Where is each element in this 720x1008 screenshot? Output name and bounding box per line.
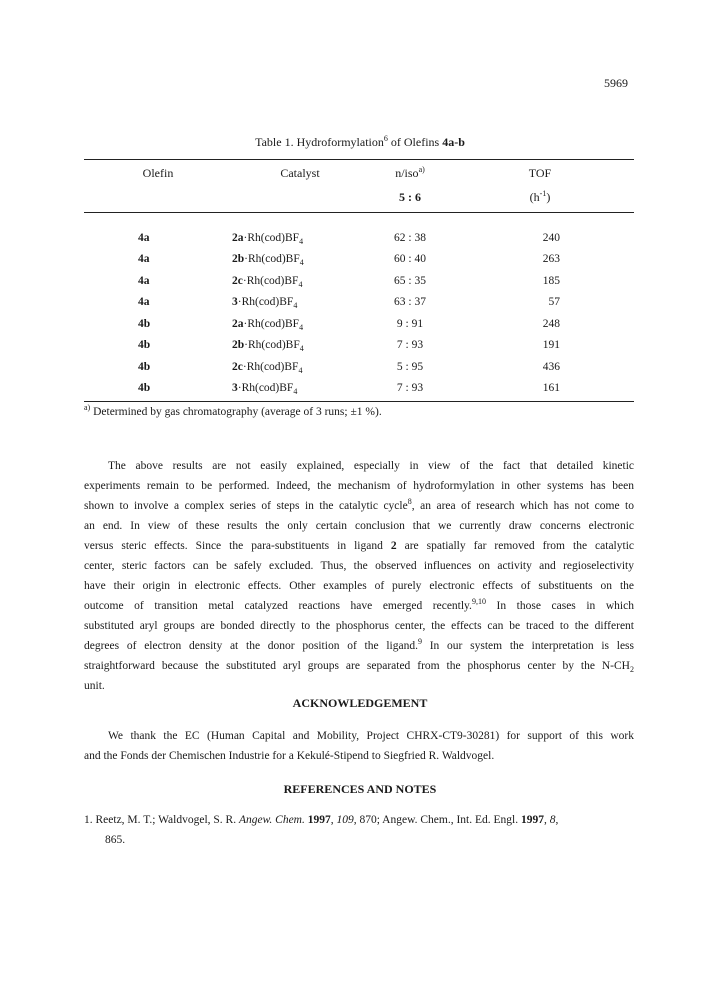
cell-tof: 248 [542, 318, 560, 330]
paragraph-line: an end. In view of these results the only certain conclusion that we currently draw concerns electronic [84, 520, 634, 532]
acknowledgement-paragraph [84, 726, 634, 766]
citation: 9 [417, 637, 422, 646]
cell-ratio: 62 : 38 [394, 232, 426, 244]
page-number: 5969 [604, 76, 628, 90]
text-run: straightforward because the substituted aryl groups are separated from the phosphorus center by the N-CH [84, 660, 630, 672]
cat-ligand: 2c [232, 275, 243, 287]
cell-catalyst [232, 382, 372, 394]
text-run: In our system the interpretation is less [421, 640, 635, 652]
cat-sub: 4 [293, 301, 298, 310]
cell-tof: 240 [542, 232, 560, 244]
cat-complex: ·Rh(cod)BF [237, 382, 294, 394]
reference-rest: , 870; Angew. Chem., Int. Ed. Engl. [353, 814, 522, 826]
cell-tof: 185 [542, 275, 560, 287]
text-run: outcome of transition metal catalyzed reactions have emerged recently. [84, 600, 472, 612]
cell-olefin: 4a [138, 296, 150, 308]
footnote-marker: a) [84, 403, 91, 412]
cat-sub: 4 [298, 366, 303, 375]
cat-ligand: 2b [232, 253, 245, 265]
cell-ratio: 9 : 91 [396, 318, 424, 330]
paragraph-line: center, steric factors can be safely excluded. Thus, the observed influences on activity and regioselectivity [84, 560, 634, 572]
reference-item [84, 810, 634, 850]
table-row [84, 361, 634, 379]
paragraph-line: experiments remain to be performed. Indeed, the mechanism of hydroformylation in other systems has been [84, 480, 634, 492]
cat-sub: 4 [299, 323, 304, 332]
cell-ratio: 5 : 95 [396, 361, 424, 373]
body-paragraph [84, 456, 634, 696]
cell-catalyst [232, 232, 372, 244]
reference-line [84, 810, 634, 830]
text-run: In those cases in which [485, 600, 634, 612]
reference-volume: 109 [336, 814, 354, 826]
cell-tof: 436 [542, 361, 560, 373]
text-run: degrees of electron density at the donor position of the ligand. [84, 640, 418, 652]
cell-olefin: 4a [138, 232, 150, 244]
header-tof-unit-pre: (h [529, 190, 540, 204]
acknowledgement-heading: ACKNOWLEDGEMENT [292, 696, 428, 710]
ligand-number: 2 [390, 540, 397, 552]
cat-ligand: 2a [232, 318, 244, 330]
cat-complex: ·Rh(cod)BF [243, 318, 300, 330]
text-run: versus steric effects. Since the para-substituents in ligand [84, 540, 383, 552]
cell-ratio: 63 : 37 [394, 296, 426, 308]
table-row [84, 275, 634, 293]
paragraph-line: substituted aryl groups are bonded directly to the phosphorus center, the effects can be traced to the different [84, 620, 634, 632]
cell-olefin: 4a [138, 253, 150, 265]
paragraph-line: unit. [84, 680, 105, 692]
reference-journal: Angew. Chem. [238, 814, 305, 826]
header-ratio-note: a) [418, 165, 425, 174]
table-title-ref: 6 [383, 134, 388, 143]
references-heading: REFERENCES AND NOTES [283, 782, 437, 796]
cat-complex: ·Rh(cod)BF [244, 339, 300, 351]
reference-year: 1997 [307, 814, 331, 826]
table-header-rule [84, 212, 634, 213]
table-bottom-rule [84, 401, 634, 402]
paragraph-line [84, 496, 634, 516]
paragraph-line: We thank the EC (Human Capital and Mobility, Project CHRX-CT9-30281) for support of this work [108, 730, 634, 742]
citation: 8 [407, 497, 412, 506]
cat-sub: 4 [293, 387, 298, 396]
cat-sub: 4 [299, 344, 304, 353]
table-footnote [84, 403, 382, 418]
header-tof-unit-exp: -1 [539, 189, 547, 198]
table-row [84, 382, 634, 400]
cat-ligand: 2b [232, 339, 245, 351]
cell-tof: 57 [548, 296, 560, 308]
text-run: are spatially far removed from the catalytic [404, 540, 634, 552]
cell-catalyst [232, 275, 372, 287]
paragraph-line: have their origin in electronic effects. Other examples of purely electronic effects of substituents on the [84, 580, 634, 592]
paragraph-line: The above results are not easily explained, especially in view of the fact that detailed kinetic [108, 460, 634, 472]
reference-year: 1997 [521, 814, 545, 826]
reference-number: 1. [84, 814, 93, 826]
cat-sub: 4 [299, 258, 304, 267]
separator: , [544, 814, 550, 826]
cell-olefin: 4a [138, 275, 150, 287]
paragraph-line [84, 656, 634, 676]
header-ratio [380, 166, 440, 181]
cell-ratio: 7 : 93 [396, 339, 424, 351]
cell-ratio: 65 : 35 [394, 275, 426, 287]
header-tof: TOF [528, 166, 552, 180]
cell-ratio: 7 : 93 [396, 382, 424, 394]
cell-olefin: 4b [138, 361, 151, 373]
citation: 9,10 [471, 597, 486, 606]
cat-complex: ·Rh(cod)BF [242, 361, 299, 373]
reference-volume: 8 [549, 814, 556, 826]
cell-olefin: 4b [138, 318, 151, 330]
table-title-compounds: 4a-b [442, 135, 465, 149]
table-row [84, 296, 634, 314]
cat-complex: ·Rh(cod)BF [244, 253, 300, 265]
table-row [84, 339, 634, 357]
table-row [84, 318, 634, 336]
cat-complex: ·Rh(cod)BF [237, 296, 294, 308]
cat-sub: 4 [298, 280, 303, 289]
cat-complex: ·Rh(cod)BF [243, 232, 300, 244]
cell-catalyst [232, 339, 372, 351]
table-title-prefix: Table 1. Hydroformylation [255, 135, 384, 149]
table-title-mid: of Olefins [387, 135, 443, 149]
paragraph-line: and the Fonds der Chemischen Industrie for a Kekulé-Stipend to Siegfried R. Waldvogel. [84, 750, 495, 762]
cell-tof: 191 [542, 339, 560, 351]
reference-line: 865. [105, 834, 126, 846]
table-row [84, 253, 634, 271]
text-run: , an area of research which has not come to [411, 500, 635, 512]
header-ratio-compounds: 5 : 6 [399, 190, 421, 204]
subscript: 2 [630, 665, 634, 674]
reference-authors: Reetz, M. T.; Waldvogel, S. R. [92, 814, 239, 826]
header-tof-unit-post: ) [546, 190, 551, 204]
cell-tof: 263 [542, 253, 560, 265]
table-title [0, 135, 720, 150]
cat-ligand: 2a [232, 232, 244, 244]
table-row [84, 232, 634, 250]
cat-ligand: 3 [232, 382, 238, 394]
text-run: shown to involve a complex series of steps in the catalytic cycle [84, 500, 408, 512]
cell-catalyst [232, 318, 372, 330]
cat-ligand: 2c [232, 361, 243, 373]
cell-olefin: 4b [138, 339, 151, 351]
table-top-rule [84, 159, 634, 160]
header-ratio-label: n/iso [395, 166, 419, 180]
separator: , [330, 814, 337, 826]
cell-catalyst [232, 253, 372, 265]
cell-ratio: 60 : 40 [394, 253, 426, 265]
paragraph-line [84, 536, 634, 556]
paragraph-line [84, 596, 634, 616]
cat-ligand: 3 [232, 296, 238, 308]
cat-complex: ·Rh(cod)BF [242, 275, 299, 287]
paragraph-line [84, 636, 634, 656]
cell-catalyst [232, 296, 372, 308]
cell-tof: 161 [542, 382, 560, 394]
cell-catalyst [232, 361, 372, 373]
cell-olefin: 4b [138, 382, 151, 394]
footnote-text: Determined by gas chromatography (average of 3 runs; ±1 %). [90, 406, 382, 418]
separator: , [555, 814, 559, 826]
header-tof-unit [520, 190, 560, 205]
header-catalyst: Catalyst [280, 166, 320, 180]
header-olefin: Olefin [142, 166, 174, 180]
cat-sub: 4 [299, 237, 304, 246]
